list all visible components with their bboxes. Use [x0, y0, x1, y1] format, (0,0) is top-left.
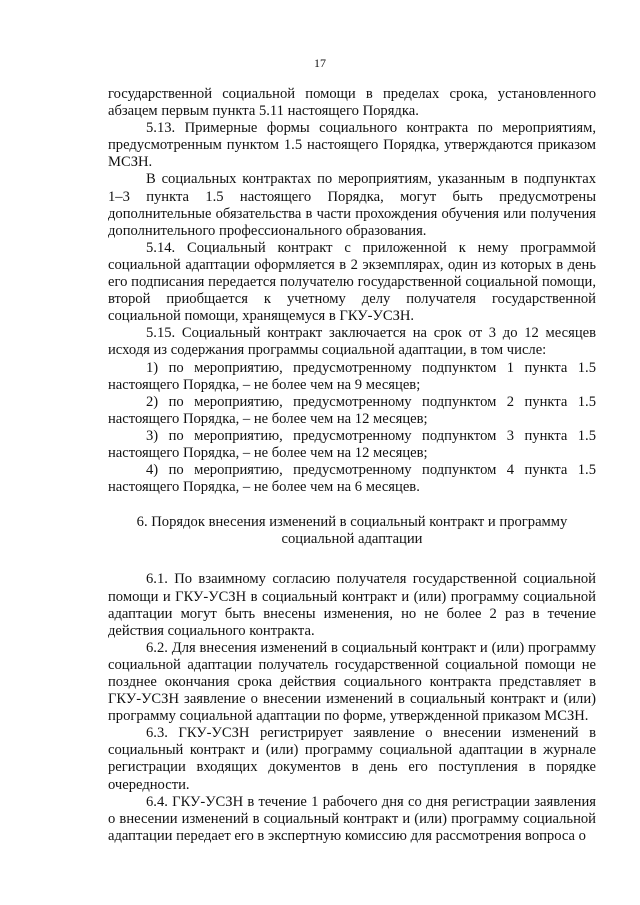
paragraph-5-13: 5.13. Примерные формы социального контракта по мероприятиям, предусмотренным пунктом 1.5 настоящего Порядка, утверждаются приказом МСЗН.	[108, 120, 596, 171]
list-item-1: 1) по мероприятию, предусмотренному подпунктом 1 пункта 1.5 настоящего Порядка, – не более чем на 9 месяцев;	[108, 359, 596, 393]
paragraph-6-4: 6.4. ГКУ-УСЗН в течение 1 рабочего дня со дня регистрации заявления о внесении изменений в социальный контракт и (или) программу социальной адаптации передает его в экспертную комиссию для рассмотрения вопроса о	[108, 793, 596, 844]
paragraph-6-3: 6.3. ГКУ-УСЗН регистрирует заявление о внесении изменений в социальный контракт и (или) программу социальной адаптации в журнале регистрации входящих документов в день его поступления в порядке очередности.	[108, 725, 596, 793]
paragraph-continuation: государственной социальной помощи в пределах срока, установленного абзацем первым пункта 5.11 настоящего Порядка.	[108, 86, 596, 120]
list-item-2: 2) по мероприятию, предусмотренному подпунктом 2 пункта 1.5 настоящего Порядка, – не более чем на 12 месяцев;	[108, 393, 596, 427]
page-number: 17	[314, 56, 326, 70]
paragraph-6-2: 6.2. Для внесения изменений в социальный контракт и (или) программу социальной адаптации получатель государственной социальной помощи не позднее окончания срока действия социального контракта представляет в ГКУ-УСЗН заявление о внесении изменений в социальный контракт и (или) программу социальной адаптации по форме, утвержденной приказом МСЗН.	[108, 639, 596, 725]
paragraph-6-1: 6.1. По взаимному согласию получателя государственной социальной помощи и ГКУ-УСЗН в социальный контракт и (или) программу социальной адаптации могут быть внесены изменения, но не более 2 раз в течение действия социального контракта.	[108, 571, 596, 639]
list-item-4: 4) по мероприятию, предусмотренному подпунктом 4 пункта 1.5 настоящего Порядка, – не более чем на 6 месяцев.	[108, 462, 596, 496]
document-body	[108, 86, 596, 845]
paragraph-5-14: 5.14. Социальный контракт с приложенной к нему программой социальной адаптации оформляется в 2 экземплярах, один из которых в день его подписания передается получателю государственной социальной помощи, второй приобщается к учетному делу получателя государственной социальной помощи, хранящемуся в ГКУ-УСЗН.	[108, 239, 596, 325]
paragraph-5-15: 5.15. Социальный контракт заключается на срок от 3 до 12 месяцев исходя из содержания программы социальной адаптации, в том числе:	[108, 325, 596, 359]
section-heading: 6. Порядок внесения изменений в социальный контракт и программу социальной адаптации	[136, 514, 568, 548]
list-item-3: 3) по мероприятию, предусмотренному подпунктом 3 пункта 1.5 настоящего Порядка, – не более чем на 12 месяцев;	[108, 427, 596, 461]
paragraph-additional-obligations: В социальных контрактах по мероприятиям, указанным в подпунктах 1–3 пункта 1.5 настоящего Порядка, могут быть предусмотрены дополнительные обязательства в части прохождения обучения или получения дополнительного профессионального образования.	[108, 171, 596, 239]
